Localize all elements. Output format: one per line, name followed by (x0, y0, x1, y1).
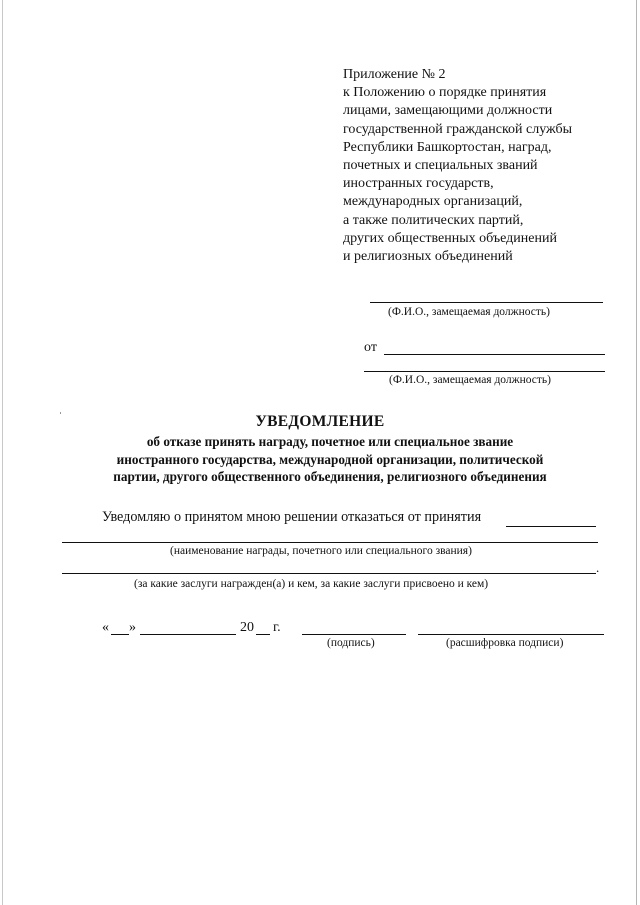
month-line[interactable] (140, 634, 236, 635)
award-line[interactable] (62, 542, 598, 543)
appendix-note (343, 66, 613, 266)
notice-title: УВЕДОМЛЕНИЕ (255, 413, 385, 430)
year-prefix: 20 (240, 620, 254, 635)
decoding-caption: (расшифровка подписи) (446, 637, 564, 649)
date-close-quote: » (129, 620, 136, 635)
addressee-line[interactable] (370, 302, 603, 303)
date-open-quote: « (102, 620, 109, 635)
scan-edge-left (2, 0, 3, 905)
end-dot: . (596, 560, 600, 575)
appendix-line: Приложение № 2 (343, 67, 446, 82)
merits-line[interactable] (62, 573, 596, 574)
signature-caption: (подпись) (327, 637, 375, 649)
appendix-line: Республики Башкортостан, наград, (343, 139, 552, 155)
year-suffix: г. (273, 620, 281, 635)
subtitle-line: партии, другого общественного объединения, религиозного объединения (113, 469, 547, 484)
appendix-line: лицами, замещающими должности (343, 103, 553, 119)
appendix-line: других общественных объединений (343, 230, 557, 246)
award-caption: (наименование награды, почетного или специального звания) (170, 545, 472, 557)
appendix-line: международных организаций, (343, 194, 523, 210)
signature-line[interactable] (302, 634, 406, 635)
appendix-line: а также политических партий, (343, 212, 524, 228)
appendix-line: иностранных государств, (343, 176, 494, 192)
award-line-start[interactable] (506, 526, 596, 527)
sender-line[interactable] (384, 354, 605, 355)
subtitle-line: об отказе принять награду, почетное или специальное звание (146, 434, 514, 449)
merits-caption: (за какие заслуги награжден(а) и кем, за какие заслуги присвоено и кем) (134, 578, 489, 590)
sender-line-2[interactable] (364, 371, 605, 372)
scan-edge-right (636, 0, 637, 905)
appendix-line: и религиозных объединений (343, 249, 513, 265)
day-line[interactable] (111, 634, 129, 635)
appendix-line: государственной гражданской службы (343, 121, 573, 137)
addressee-caption: (Ф.И.О., замещаемая должность) (388, 306, 550, 318)
decoding-line[interactable] (418, 634, 604, 635)
sender-caption: (Ф.И.О., замещаемая должность) (389, 374, 551, 386)
subtitle-line: иностранного государства, международной организации, политической (116, 451, 544, 467)
year-line[interactable] (256, 634, 270, 635)
notice-subtitle (60, 433, 600, 486)
appendix-line: почетных и специальных званий (343, 158, 538, 174)
statement-text: Уведомляю о принятом мною решении отказаться от принятия (102, 509, 482, 525)
appendix-line: к Положению о порядке принятия (343, 85, 547, 101)
from-label: от (364, 340, 377, 355)
